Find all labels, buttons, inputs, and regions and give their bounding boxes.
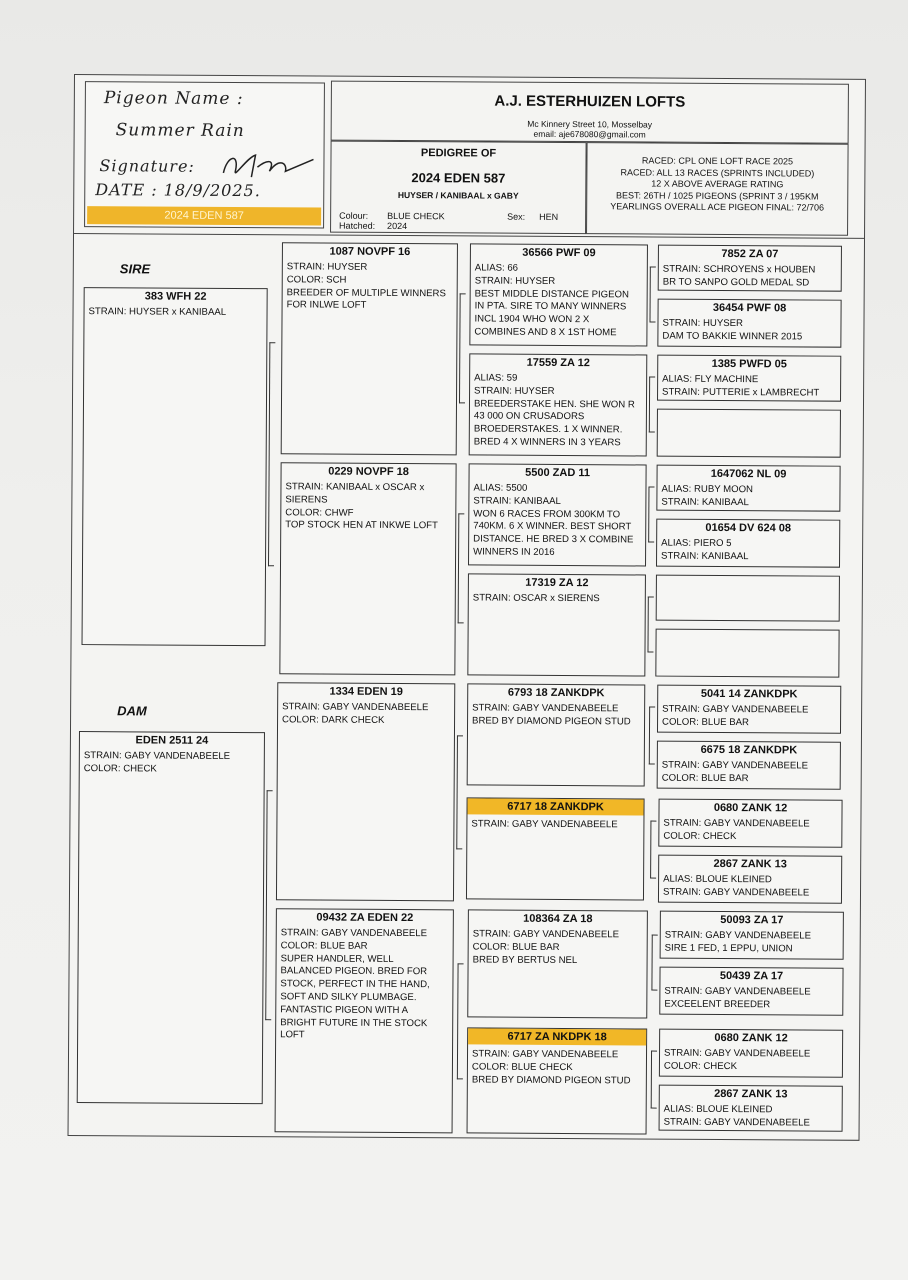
pedigree-detail-line: STRAIN: GABY VANDENABEELE (471, 818, 618, 831)
ring-number: 0680 ZANK 12 (714, 1031, 788, 1045)
pedigree-detail-line: ALIAS: 5500 (473, 482, 528, 494)
ring-band (87, 206, 321, 225)
ancestor-card (659, 1029, 843, 1078)
pedigree-detail-line: STRAIN: HUYSER (474, 275, 556, 287)
tree-connector (649, 707, 655, 765)
pedigree-detail-line: STRAIN: KANIBAAL x OSCAR x (285, 481, 425, 494)
pedigree-detail-line: STRAIN: HUYSER (474, 385, 555, 397)
loft-email: email: aje678080@gmail.com (533, 128, 646, 140)
pedigree-detail-line: COLOR: BLUE BAR (280, 940, 368, 952)
ring-number: 17559 ZA 12 (526, 356, 590, 370)
ring-number: 1334 EDEN 19 (329, 685, 403, 699)
pedigree-detail-line: STRAIN: KANIBAAL (661, 496, 749, 508)
pedigree-detail-line: STRAIN: GABY VANDENABEELE (661, 759, 809, 772)
pedigree-detail-line: BRED 4 X WINNERS IN 3 YEARS (473, 436, 621, 449)
pedigree-detail-line: STRAIN: GABY VANDENABEELE (662, 886, 810, 899)
pedigree-detail-line: BEST MIDDLE DISTANCE PIGEON (474, 288, 629, 300)
ring-number: 0680 ZANK 12 (713, 801, 788, 815)
tree-connector (459, 293, 466, 403)
pedigree-sheet (68, 74, 866, 1141)
pedigree-detail-line: STRAIN: GABY VANDENABEELE (471, 1048, 619, 1061)
ring-number: 0229 NOVPF 18 (328, 465, 409, 479)
race-result-line: RACED: CPL ONE LOFT RACE 2025 (641, 155, 794, 167)
sex-value: HEN (539, 211, 559, 222)
pedigree-detail-line: STRAIN: KANIBAAL (661, 550, 749, 562)
great-grandparent-card (469, 243, 648, 346)
loft-address: Mc Kinnery Street 10, Mosselbay (527, 118, 653, 130)
handwritten-box (84, 81, 325, 228)
ancestor-card (659, 967, 843, 1016)
tree-connector (649, 267, 655, 323)
great-grandparent-card (469, 353, 648, 456)
race-result-line: BEST: 26TH / 1025 PIGEONS (SPRINT 3 / 195KM (616, 189, 819, 202)
handwritten-date: DATE : 18/9/2025. (95, 180, 261, 201)
sire-label: SIRE (119, 261, 151, 277)
great-grandparent-card (467, 1027, 648, 1134)
tree-connector (457, 963, 464, 1079)
pedigree-detail-line: STRAIN: HUYSER (286, 261, 368, 273)
sire-card (82, 287, 268, 646)
pedigree-detail-line: BALANCED PIGEON. BRED FOR (280, 965, 428, 978)
race-result-line: 12 X ABOVE AVERAGE RATING (651, 178, 784, 190)
dam-card (77, 731, 265, 1104)
race-results (586, 142, 849, 236)
pedigree-detail-line: STRAIN: GABY VANDENABEELE (664, 985, 811, 998)
ring-number: 1087 NOVPF 16 (329, 245, 411, 259)
pedigree-detail-line: STRAIN: GABY VANDENABEELE (472, 702, 619, 715)
pedigree-detail-line: STRAIN: OSCAR x SIERENS (472, 592, 600, 605)
ancestor-card (658, 855, 842, 904)
pedigree-detail-line: WON 6 RACES FROM 300KM TO (473, 508, 621, 520)
handwritten-signature-label: Signature: (99, 156, 195, 176)
grandparent-card (275, 908, 454, 1133)
pedigree-info (330, 141, 587, 235)
pedigree-detail-line: WINNERS IN 2016 (473, 546, 555, 558)
pedigree-detail-line: STRAIN: GABY VANDENABEELE (664, 929, 812, 942)
pedigree-detail-line: BRED BY DIAMOND PIGEON STUD (472, 715, 631, 728)
ancestor-card (657, 299, 841, 348)
hatched-label: Hatched: (339, 220, 376, 231)
pedigree-detail-line: COLOR: BLUE BAR (472, 941, 560, 953)
ring-number: 5041 14 ZANKDPK (700, 687, 798, 701)
hatched-value: 2024 (387, 220, 408, 232)
pedigree-detail-line: IN PTA. SIRE TO MANY WINNERS (474, 300, 627, 313)
pedigree-lineage: HUYSER / KANIBAAL x GABY (397, 189, 519, 201)
tree-connector (647, 597, 653, 653)
ring-number: 6793 18 ZANKDPK (507, 686, 605, 700)
pedigree-detail-line: ALIAS: RUBY MOON (661, 483, 754, 496)
tree-connector (456, 735, 463, 849)
great-grandparent-card (468, 463, 647, 566)
ring-number: 50093 ZA 17 (720, 913, 784, 927)
ancestor-card (657, 685, 841, 734)
pedigree-detail-line: BROEDERSTAKES. 1 X WINNER. (473, 423, 623, 436)
pedigree-detail-line: FOR INLWE LOFT (286, 299, 367, 312)
loft-name: A.J. ESTERHUIZEN LOFTS (494, 92, 686, 111)
pedigree-detail-line: STRAIN: GABY VANDENABEELE (280, 927, 428, 940)
ring-number: 01654 DV 624 08 (705, 521, 792, 535)
ring-number: 2867 ZANK 13 (714, 1087, 788, 1101)
ring-number: 17319 ZA 12 (525, 576, 589, 590)
ring-number: EDEN 2511 24 (135, 734, 209, 747)
pedigree-detail-line: BREEDER OF MULTIPLE WINNERS (286, 286, 446, 299)
ring-number: 6717 ZA NKDPK 18 (468, 1028, 646, 1045)
pedigree-detail-line: 43 000 ON CRUSADORS (473, 410, 585, 423)
signature-scribble (217, 149, 317, 184)
ancestor-card (658, 245, 842, 292)
grandparent-card (281, 242, 458, 455)
pedigree-detail-line: BREEDERSTAKE HEN. SHE WON R (473, 398, 635, 411)
pedigree-detail-line: COLOR: BLUE BAR (662, 716, 749, 728)
handwritten-name-value: Summer Rain (115, 120, 245, 142)
pedigree-detail-line: COMBINES AND 8 X 1ST HOME (474, 326, 617, 339)
pedigree-detail-line: TOP STOCK HEN AT INKWE LOFT (285, 519, 438, 532)
ring-number: 7852 ZA 07 (721, 247, 779, 261)
pedigree-detail-line: ALIAS: PIERO 5 (661, 537, 732, 550)
pedigree-detail-line: COLOR: CHECK (663, 1060, 738, 1072)
grandparent-card (276, 682, 455, 901)
pedigree-detail-line: COLOR: DARK CHECK (282, 714, 385, 726)
ring-number: 6675 18 ZANKDPK (700, 743, 798, 757)
ring-number: 09432 ZA EDEN 22 (316, 911, 414, 925)
pedigree-detail-line: COLOR: CHECK (663, 830, 737, 842)
pedigree-detail-line: ALIAS: BLOUE KLEINED (663, 1103, 773, 1116)
race-result-line: YEARLINGS OVERALL ACE PIGEON FINAL: 72/706 (610, 201, 825, 213)
pedigree-detail-line: ALIAS: BLOUE KLEINED (663, 873, 772, 886)
ring-number: 1385 PWFD 05 (711, 357, 787, 371)
pedigree-detail-line: STRAIN: SCHROYENS x HOUBEN (662, 263, 816, 276)
great-grandparent-card (467, 573, 646, 676)
tree-connector (649, 377, 655, 433)
colour-label: Colour: (339, 210, 369, 221)
pedigree-detail-line: 740KM. 6 X WINNER. BEST SHORT (473, 520, 632, 533)
ring-number: 50439 ZA 17 (719, 969, 784, 983)
pedigree-detail-line: STRAIN: GABY VANDENABEELE (472, 928, 620, 941)
pedigree-detail-line: STOCK, PERFECT IN THE HAND, (280, 978, 430, 991)
pedigree-detail-line: SOFT AND SILKY PLUMBAGE. (280, 991, 417, 1004)
handwritten-name-label: Pigeon Name : (103, 88, 244, 110)
pedigree-detail-line: ALIAS: FLY MACHINE (662, 373, 759, 386)
tree-connector (268, 342, 275, 566)
ring-number: 2867 ZANK 13 (713, 857, 787, 871)
pedigree-detail-line: SIERENS (285, 494, 328, 506)
pedigree-detail-line: STRAIN: HUYSER (662, 317, 744, 330)
pedigree-detail-line: BRED BY DIAMOND PIGEON STUD (471, 1074, 631, 1087)
dam-label: DAM (117, 703, 147, 719)
ring-number: 6717 18 ZANKDPK (467, 798, 643, 815)
ring-number: 108364 ZA 18 (523, 912, 593, 926)
pedigree-detail-line: DISTANCE. HE BRED 3 X COMBINE (473, 533, 634, 546)
pedigree-detail-line: COLOR: CHECK (83, 762, 157, 775)
great-grandparent-card (467, 683, 646, 786)
pedigree-detail-line: ALIAS: 59 (474, 372, 518, 384)
grandparent-card (279, 462, 456, 675)
colour-value: BLUE CHECK (387, 210, 445, 222)
ring-number: 5500 ZAD 11 (525, 466, 591, 480)
tree-connector (651, 935, 657, 991)
great-grandparent-card (467, 909, 648, 1018)
pedigree-detail-line: STRAIN: KANIBAAL (473, 495, 561, 507)
pedigree-detail-line: BRED BY BERTUS NEL (472, 954, 578, 966)
ring-number: 383 WFH 22 (144, 290, 207, 303)
loft-header (331, 81, 849, 144)
ring-number: 36454 PWF 08 (712, 301, 787, 315)
ancestor-card (657, 741, 841, 790)
ancestor-card (656, 465, 840, 512)
ancestor-card (656, 575, 840, 622)
pedigree-detail-line: SUPER HANDLER, WELL (280, 952, 394, 965)
pedigree-detail-line: STRAIN: GABY VANDENABEELE (663, 817, 810, 830)
ring-band-text: 2024 EDEN 587 (164, 209, 244, 223)
great-grandparent-card (466, 797, 645, 900)
pedigree-detail-line: INCL 1904 WHO WON 2 X (474, 313, 590, 326)
pedigree-detail-line: BRIGHT FUTURE IN THE STOCK (280, 1016, 428, 1029)
pedigree-detail-line: COLOR: BLUE BAR (661, 772, 749, 784)
ring-number: 1647062 NL 09 (710, 467, 787, 481)
pedigree-detail-line: BR TO SANPO GOLD MEDAL SD (662, 276, 810, 289)
tree-connector (651, 1051, 657, 1109)
tree-connector (265, 790, 272, 1020)
ancestor-card (655, 629, 839, 678)
pedigree-detail-line: SIRE 1 FED, 1 EPPU, UNION (664, 942, 793, 955)
ring-number: 36566 PWF 09 (522, 246, 596, 260)
ancestor-card (657, 409, 841, 458)
pedigree-detail-line: FANTASTIC PIGEON WITH A (280, 1004, 409, 1016)
pedigree-detail-line: STRAIN: GABY VANDENABEELE (662, 703, 809, 716)
pedigree-detail-line: COLOR: SCH (286, 274, 347, 286)
pedigree-detail-line: COLOR: CHWF (285, 506, 354, 519)
race-result-line: RACED: ALL 13 RACES (SPRINTS INCLUDED) (620, 166, 815, 179)
pedigree-detail-line: ALIAS: 66 (474, 262, 519, 274)
pedigree-detail-line: STRAIN: GABY VANDENABEELE (663, 1047, 811, 1060)
pedigree-detail-line: STRAIN: HUYSER x KANIBAAL (88, 306, 227, 318)
ancestor-card (656, 519, 840, 568)
ancestor-card (658, 799, 842, 848)
pedigree-detail-line: STRAIN: GABY VANDENABEELE (83, 750, 231, 762)
sex-label: Sex: (507, 211, 526, 222)
ancestor-card (660, 911, 844, 960)
pedigree-detail-line: STRAIN: GABY VANDENABEELE (282, 701, 429, 714)
ancestor-card (657, 355, 841, 402)
pedigree-detail-line: STRAIN: GABY VANDENABEELE (663, 1116, 810, 1129)
tree-connector (648, 487, 654, 543)
tree-connector (458, 513, 465, 623)
pedigree-detail-line: LOFT (280, 1029, 305, 1041)
pedigree-detail-line: STRAIN: PUTTERIE x LAMBRECHT (662, 386, 820, 399)
pedigree-detail-line: DAM TO BAKKIE WINNER 2015 (662, 330, 803, 343)
tree-connector (650, 821, 656, 879)
pedigree-detail-line: EXCEELENT BREEDER (664, 998, 771, 1011)
pedigree-of-label: PEDIGREE OF (420, 147, 497, 160)
ancestor-card (659, 1085, 843, 1132)
pedigree-ring: 2024 EDEN 587 (411, 170, 506, 186)
pedigree-detail-line: COLOR: BLUE CHECK (471, 1061, 573, 1073)
